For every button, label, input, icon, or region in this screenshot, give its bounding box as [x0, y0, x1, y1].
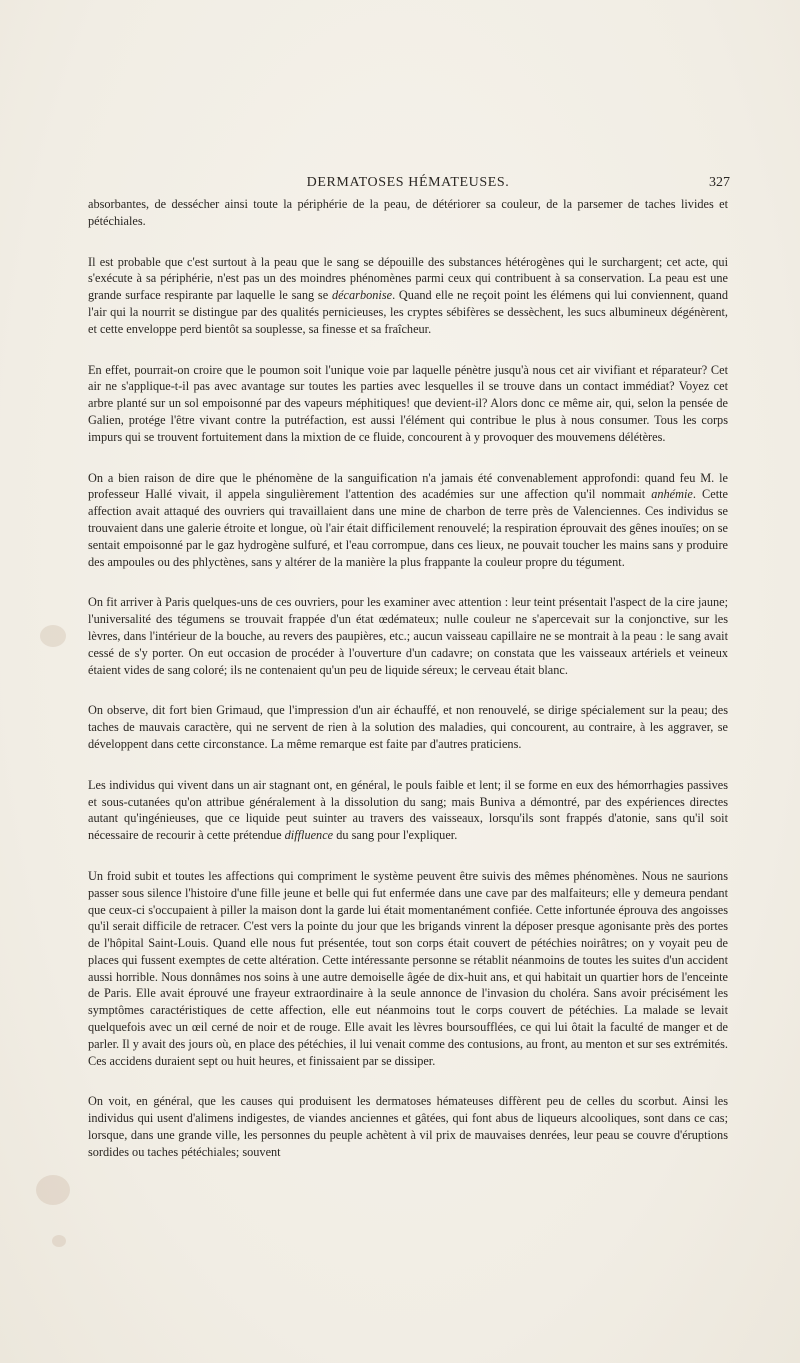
page-number: 327	[709, 175, 730, 190]
italic-term: décarbonise	[331, 288, 393, 303]
page-header	[88, 175, 728, 193]
italic-term: diffluence	[284, 828, 334, 843]
paragraph: Les individus qui vivent dans un air stagnant ont, en général, le pouls faible et lent; il se forme en eux des hémorrhagies passives et sous-cutanées qu'on attribue généralement à la dissolution du sang; mais Buniva a démontré, par des expériences directes autant qu'ingénieuses, que ce liquide peut suinter au travers des vaisseaux, lorsqu'ils sont frappés d'atonie, sans qu'il soit nécessaire de recourir à cette prétendue diffluence du sang pour l'expliquer.	[88, 777, 728, 843]
paragraph: On fit arriver à Paris quelques-uns de ces ouvriers, pour les examiner avec attention : leur teint présentait l'aspect de la cire jaune; l'universalité des tégumens se trouvait frappée d'un état œdémateux; nulle couleur ne s'apercevait sur la conjonctive, sur les lèvres, dans l'intérieur de la bouche, au revers des paupières, etc.; aucun vaisseau capillaire ne se montrait à la peau : le sang avait cessé de s'y porter. On eut occasion de procéder à l'ouverture d'un cadavre; on constata que les vaisseaux artériels et veineux étaient vides de sang coloré; ils ne contenaient qu'un peu de liquide séreux; le cerveau était blanc.	[88, 595, 728, 677]
paragraph: Un froid subit et toutes les affections qui compriment le système peuvent être suivis des mêmes phénomènes. Nous ne saurions passer sous silence l'histoire d'une fille jeune et belle qui fut enfermée dans une cave par des malfaiteurs; elle y demeura pendant que ceux-ci s'occupaient à piller la maison dont la garde lui était momentanément confiée. Cette infortunée éprouva des angoisses qu'il serait difficile de retracer. C'est vers la pointe du jour que les brigands vinrent la déposer presque agonisante près des portes de l'hôpital Saint-Louis. Quand elle nous fut présentée, tout son corps était couvert de pétéchies noirâtres; on y voyait peu de places qui fussent exemptes de cette altération. Cette intéressante personne se rétablit néanmoins de toutes les suites d'un accident aussi horrible. Nous donnâmes nos soins à une autre demoiselle âgée de dix-huit ans, et qui habitait un quartier hors de l'enceinte de Paris. Elle avait éprouvé une frayeur extraordinaire à la seule annonce de l'invasion du choléra. Sans avoir précisément les symptômes caractéristiques de cette affection, elle eut néanmoins tout le corps couvert de pétéchies. La malade se levait quelquefois avec un œil cerné de noir et de rouge. Elle avait les lèvres boursoufflées, ce qui lui ôtait la faculté de manger et de parler. Il y avait des jours où, en place des pétéchies, il lui venait comme des contusions, au front, au menton et sur ses extrémités. Ces accidens duraient sept ou huit heures, et finissaient par se dissiper.	[88, 868, 728, 1068]
paragraph: On voit, en général, que les causes qui produisent les dermatoses hémateuses diffèrent peu de celles du scorbut. Ainsi les individus qui usent d'alimens indigestes, de viandes anciennes et gâtées, qui font abus de liqueurs alcooliques, sont dans ce cas; lorsque, dans une grande ville, les personnes du peuple achètent à vil prix de mauvaises denrées, leur peau se couvre d'éruptions sordides ou taches pétéchiales; souvent	[88, 1094, 728, 1159]
running-title: DERMATOSES HÉMATEUSES.	[306, 175, 510, 190]
italic-term: anhémie	[651, 487, 693, 502]
paragraph: On observe, dit fort bien Grimaud, que l'impression d'un air échauffé, et non renouvelé, se dirige spécialement sur la peau; des taches de mauvais caractère, qui ne servent de rien à la solution des maladies, qui concourent, au contraire, à les aggraver, se développent dans cette circonstance. La même remarque est faite par d'autres praticiens.	[88, 703, 728, 751]
foxing-stain	[40, 625, 66, 647]
foxing-stain	[36, 1175, 70, 1205]
paragraph: En effet, pourrait-on croire que le poumon soit l'unique voie par laquelle pénètre jusqu'à nous cet air vivifiant et réparateur? Cet air ne s'applique-t-il pas avec avantage sur toutes les parties avec lesquelles il se trouve dans un contact immédiat? Voyez cet arbre planté sur un sol empoisonné par des vapeurs méphitiques! que devient-il? Alors donc ce même air, qui, selon la pensée de Galien, protége l'être vivant contre la putréfaction, est aussi l'élément qui contribue le plus à nous consumer. Tous les corps impurs qui se trouvent fortuitement dans la mixtion de ce fluide, concourent à y provoquer des mouvemens délétères.	[88, 362, 728, 444]
paragraph: Il est probable que c'est surtout à la peau que le sang se dépouille des substances hétérogènes qui le surchargent; cet acte, qui s'exécute à sa périphérie, n'est pas un des moindres phénomènes parmi ceux qui contribuent à sa conservation. La peau est une grande surface respirante par laquelle le sang se décarbonise. Quand elle ne reçoit point les élémens qui lui conviennent, quand l'air qui la nourrit se distingue par des qualités pernicieuses, les cryptes sébifères se dessèchent, les sucs albumineux dégénèrent, et cette enveloppe perd bientôt sa souplesse, sa finesse et sa fraîcheur.	[88, 254, 728, 336]
paragraph: absorbantes, de dessécher ainsi toute la périphérie de la peau, de détériorer sa couleur, de la parsemer de taches livides et pétéchiales.	[88, 197, 728, 228]
paragraph: On a bien raison de dire que le phénomène de la sanguification n'a jamais été convenablement approfondi: quand feu M. le professeur Hallé vivait, il appela singulièrement l'attention des académies sur une affection qu'il nommait anhémie. Cette affection avait attaqué des ouvriers qui travaillaient dans une mine de charbon de terre près de Valenciennes. Ces individus se trouvaient dans une galerie étroite et longue, où l'air était difficilement renouvelé; la respiration éprouvait des gênes inouïes; on se sentait empoisonné par le gaz hydrogène sulfuré, et l'eau corrompue, dans ces lieux, ne pouvait toucher les mains sans y produire des ampoules ou des phlyctènes, sans y altérer de la manière la plus frappante la couleur propre du tégument.	[88, 470, 728, 569]
body-text	[88, 196, 728, 1161]
foxing-stain	[52, 1235, 66, 1247]
